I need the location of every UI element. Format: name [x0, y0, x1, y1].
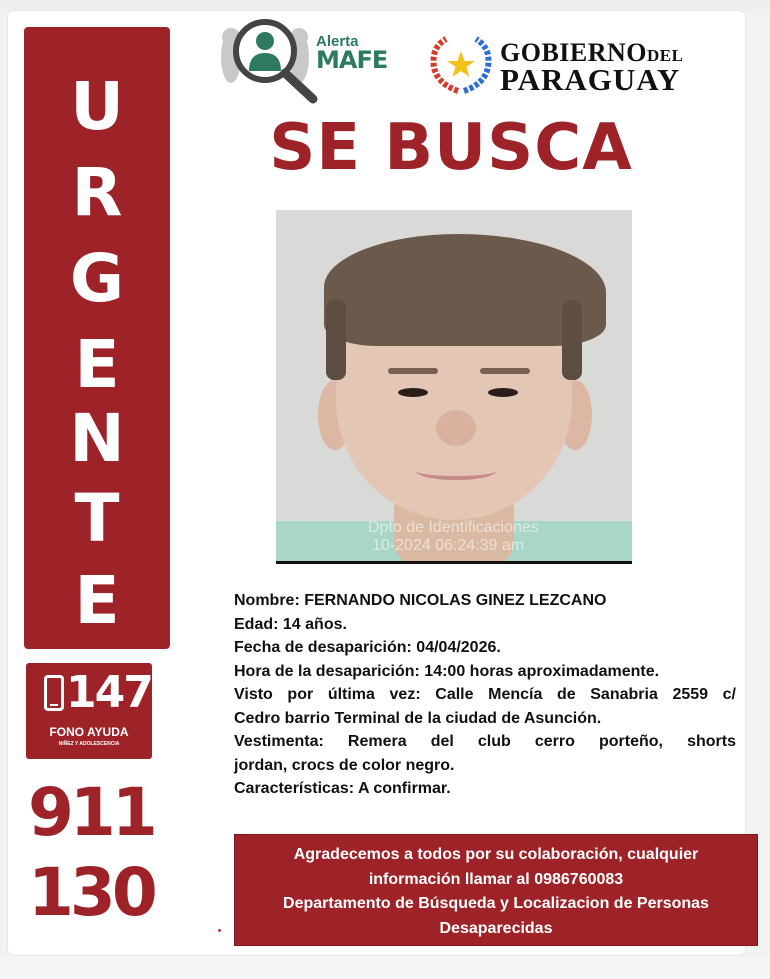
detail-value: 14:00 horas aproximadamente.	[424, 662, 660, 680]
detail-date	[234, 636, 736, 660]
detail-label: Fecha de desaparición:	[234, 639, 412, 656]
photo-hair	[326, 300, 346, 380]
gov-line2: PARAGUAY	[500, 62, 681, 97]
paraguay-emblem-icon	[428, 35, 494, 95]
detail-clothing-cont: jordan, crocs de color negro.	[234, 756, 455, 774]
magnifier-person-icon	[217, 13, 327, 105]
helpline-number: 147	[66, 667, 152, 718]
helpline-badge	[26, 663, 152, 759]
detail-label: Visto por última vez:	[234, 686, 421, 703]
emergency-number-911: 911	[28, 774, 154, 851]
missing-person-photo	[276, 210, 632, 564]
urgent-letter: G	[69, 240, 125, 317]
detail-value: Remera del club cerro porteño, shorts	[347, 733, 736, 750]
photo-eye	[488, 388, 518, 397]
urgent-letter: E	[74, 562, 120, 639]
page-title: SE BUSCA	[269, 111, 633, 185]
detail-time	[234, 660, 736, 684]
emergency-number-130: 130	[28, 854, 154, 931]
contact-line1: Agradecemos a todos por su colaboración, cualquier	[293, 846, 699, 863]
photo-timestamp: 10-2024 06:24:39 am	[372, 537, 525, 554]
detail-last-seen-cont: Cedro barrio Terminal de la ciudad de Asunción.	[234, 709, 602, 727]
detail-label: Hora de la desaparición:	[234, 662, 420, 680]
photo-watermark: Dpto de Identificaciones	[368, 519, 539, 536]
mafe-line2: MAFE	[316, 46, 388, 74]
urgent-letter: N	[69, 400, 125, 477]
detail-value: A confirmar.	[357, 780, 451, 797]
urgent-letter: R	[71, 154, 123, 231]
gov-word-del: DEL	[647, 46, 684, 65]
photo-mouth	[416, 462, 496, 480]
detail-value: FERNANDO NICOLAS GINEZ LEZCANO	[304, 592, 607, 609]
detail-last-seen	[234, 683, 736, 707]
gov-word-gobierno: GOBIERNO	[500, 38, 648, 67]
detail-label: Características:	[234, 780, 355, 797]
photo-eye	[398, 388, 428, 397]
photo-nose	[436, 410, 476, 446]
phone-icon	[44, 675, 64, 711]
detail-name	[234, 589, 736, 613]
detail-features	[234, 777, 736, 801]
detail-label: Edad:	[234, 615, 279, 633]
photo-brow	[388, 368, 438, 374]
decorative-dot	[218, 929, 221, 932]
photo-brow	[480, 368, 530, 374]
urgent-letter: U	[70, 68, 124, 145]
detail-value: Calle Mencía de Sanabria 2559 c/	[435, 686, 736, 703]
detail-age	[234, 613, 736, 637]
helpline-sublabel: NIÑEZ Y ADOLESCENCIA	[58, 741, 120, 747]
detail-label: Nombre:	[234, 592, 300, 609]
contact-line4: Desaparecidas	[439, 919, 553, 937]
top-band	[0, 0, 770, 10]
contact-line3: Departamento de Búsqueda y Localizacion de Personas	[283, 895, 709, 912]
urgent-banner	[24, 27, 170, 649]
bottom-band	[0, 956, 770, 979]
person-details	[234, 589, 736, 801]
detail-clothing	[234, 730, 736, 754]
detail-value: 14 años.	[282, 615, 347, 633]
photo-hair	[562, 300, 582, 380]
helpline-label: FONO AYUDA	[49, 725, 129, 739]
mafe-line1: Alerta	[316, 33, 359, 50]
detail-value: 04/04/2026.	[416, 639, 501, 656]
contact-line2: información llamar al 0986760083	[368, 870, 624, 888]
urgent-letter: T	[74, 480, 120, 557]
contact-banner	[234, 834, 758, 946]
detail-label: Vestimenta:	[234, 733, 324, 750]
urgent-letter: E	[74, 326, 120, 403]
